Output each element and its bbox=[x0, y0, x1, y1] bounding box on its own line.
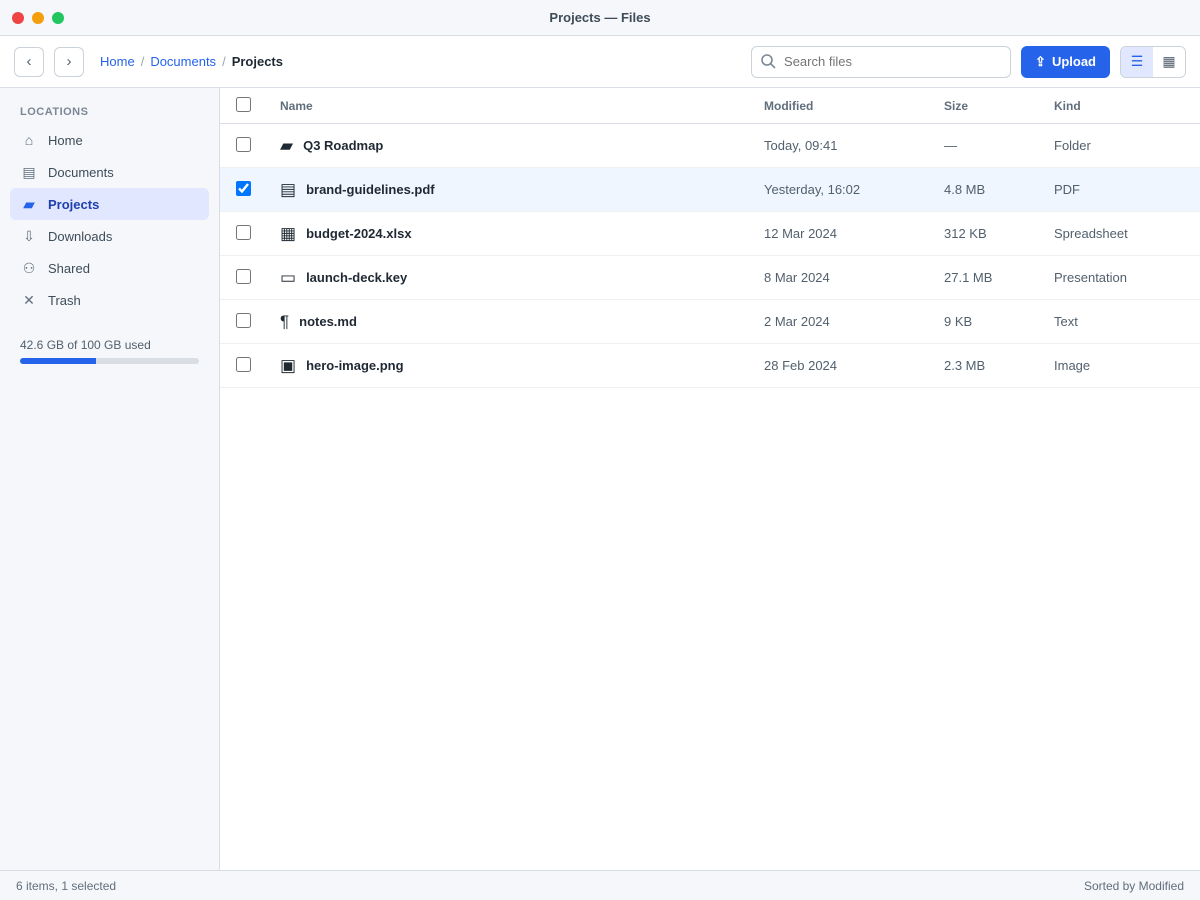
file-kind: PDF bbox=[1054, 182, 1080, 197]
row-name-cell bbox=[280, 312, 764, 332]
sidebar-item-shared[interactable] bbox=[10, 252, 209, 284]
row-select-cell bbox=[236, 181, 280, 199]
file-size: 312 KB bbox=[944, 226, 987, 241]
file-size: 27.1 MB bbox=[944, 270, 993, 285]
sidebar-item-label: Home bbox=[48, 132, 83, 148]
sidebar-item-label: Documents bbox=[48, 164, 114, 180]
file-modified: 8 Mar 2024 bbox=[764, 270, 830, 285]
row-checkbox[interactable] bbox=[236, 181, 251, 196]
search-box bbox=[751, 46, 1011, 78]
column-header-kind[interactable]: Kind bbox=[1054, 98, 1081, 113]
file-size: 2.3 MB bbox=[944, 358, 986, 373]
file-modified: Today, 09:41 bbox=[764, 138, 838, 153]
status-sort: Sorted by Modified bbox=[1083, 878, 1184, 893]
table-row[interactable] bbox=[220, 256, 1200, 300]
row-select-cell bbox=[236, 313, 280, 331]
forward-button[interactable]: › bbox=[54, 47, 84, 77]
file-icon: ¶ bbox=[280, 311, 290, 331]
storage-label: 42.6 GB of 100 GB used bbox=[20, 338, 151, 352]
breadcrumb-separator: / bbox=[222, 54, 226, 69]
table-row[interactable] bbox=[220, 300, 1200, 344]
row-select-cell bbox=[236, 357, 280, 375]
sidebar-item-documents[interactable] bbox=[10, 156, 209, 188]
download-icon: ⇩ bbox=[23, 227, 35, 244]
minimize-window-button[interactable] bbox=[32, 12, 44, 24]
content-area bbox=[0, 88, 1200, 870]
status-bar bbox=[0, 870, 1200, 900]
breadcrumb bbox=[100, 54, 283, 69]
column-header-size[interactable]: Size bbox=[944, 98, 969, 113]
file-modified: 12 Mar 2024 bbox=[764, 226, 837, 241]
table-row[interactable] bbox=[220, 124, 1200, 168]
sidebar bbox=[0, 88, 220, 870]
view-toggle bbox=[1120, 46, 1186, 78]
column-header-modified[interactable]: Modified bbox=[764, 98, 814, 113]
title-bar bbox=[0, 0, 1200, 36]
select-all-cell bbox=[236, 97, 280, 115]
row-checkbox[interactable] bbox=[236, 269, 251, 284]
file-kind: Folder bbox=[1054, 138, 1091, 153]
row-checkbox[interactable] bbox=[236, 137, 251, 152]
row-checkbox[interactable] bbox=[236, 313, 251, 328]
search-icon bbox=[760, 53, 776, 69]
sidebar-item-label: Trash bbox=[48, 292, 81, 308]
column-header-name[interactable]: Name bbox=[280, 98, 313, 113]
search-input[interactable] bbox=[751, 46, 1011, 78]
file-kind: Spreadsheet bbox=[1054, 226, 1128, 241]
file-modified: 28 Feb 2024 bbox=[764, 358, 838, 373]
trash-icon: ✕ bbox=[23, 291, 35, 308]
file-name: brand-guidelines.pdf bbox=[306, 182, 435, 197]
file-name: Q3 Roadmap bbox=[303, 138, 384, 153]
row-name-cell bbox=[280, 224, 764, 244]
storage-fill bbox=[20, 358, 96, 364]
row-name-cell bbox=[280, 180, 764, 200]
file-modified: 2 Mar 2024 bbox=[764, 314, 830, 329]
sidebar-item-label: Shared bbox=[48, 260, 90, 276]
breadcrumb-documents[interactable]: Documents bbox=[150, 54, 217, 69]
file-name: budget-2024.xlsx bbox=[306, 226, 412, 241]
breadcrumb-separator: / bbox=[140, 54, 145, 69]
file-icon: ▦ bbox=[280, 223, 297, 243]
window-controls bbox=[12, 12, 92, 24]
table-body bbox=[220, 124, 1200, 870]
upload-label: Upload bbox=[1051, 54, 1096, 69]
people-icon: ⚇ bbox=[22, 259, 36, 276]
folder-icon: ▰ bbox=[280, 135, 294, 155]
table-row[interactable] bbox=[220, 344, 1200, 388]
grid-view-button[interactable]: ▦ bbox=[1153, 47, 1185, 77]
row-checkbox[interactable] bbox=[236, 225, 251, 240]
file-size: — bbox=[944, 138, 957, 153]
row-name-cell bbox=[280, 268, 764, 288]
storage-meter bbox=[20, 338, 199, 364]
row-select-cell bbox=[236, 137, 280, 155]
table-row[interactable] bbox=[220, 168, 1200, 212]
maximize-window-button[interactable] bbox=[52, 12, 64, 24]
storage-bar bbox=[20, 358, 199, 364]
file-list bbox=[220, 88, 1200, 870]
row-name-cell bbox=[280, 136, 764, 156]
row-name-cell bbox=[280, 356, 764, 376]
sidebar-list bbox=[10, 124, 209, 316]
select-all-checkbox[interactable] bbox=[236, 97, 251, 112]
file-icon: ▤ bbox=[280, 179, 297, 199]
status-summary: 6 items, 1 selected bbox=[16, 878, 117, 893]
sidebar-item-trash[interactable] bbox=[10, 284, 209, 316]
row-checkbox[interactable] bbox=[236, 357, 251, 372]
file-icon: ▣ bbox=[280, 355, 297, 375]
home-icon: ⌂ bbox=[24, 132, 34, 148]
back-button[interactable]: ‹ bbox=[14, 47, 44, 77]
file-size: 4.8 MB bbox=[944, 182, 986, 197]
file-name: launch-deck.key bbox=[306, 270, 408, 285]
table-header bbox=[220, 88, 1200, 124]
file-size: 9 KB bbox=[944, 314, 973, 329]
breadcrumb-current: Projects bbox=[231, 54, 283, 69]
sidebar-heading: LOCATIONS bbox=[20, 106, 89, 118]
sidebar-item-label: Downloads bbox=[48, 228, 113, 244]
file-name: hero-image.png bbox=[306, 358, 404, 373]
file-kind: Text bbox=[1054, 314, 1078, 329]
file-name: notes.md bbox=[299, 314, 357, 329]
breadcrumb-home[interactable]: Home bbox=[100, 54, 135, 69]
list-view-button[interactable]: ☰ bbox=[1121, 47, 1153, 77]
sidebar-item-projects[interactable] bbox=[10, 188, 209, 220]
upload-button[interactable] bbox=[1021, 46, 1110, 78]
sidebar-item-home[interactable] bbox=[10, 124, 209, 156]
table-row[interactable] bbox=[220, 212, 1200, 256]
file-kind: Presentation bbox=[1054, 270, 1127, 285]
close-window-button[interactable] bbox=[12, 12, 24, 24]
document-icon: ▤ bbox=[22, 163, 36, 180]
sidebar-item-label: Projects bbox=[48, 196, 100, 212]
sidebar-item-downloads[interactable] bbox=[10, 220, 209, 252]
upload-icon: ⇪ bbox=[1035, 53, 1046, 69]
toolbar bbox=[0, 36, 1200, 88]
file-icon: ▭ bbox=[280, 267, 297, 287]
file-kind: Image bbox=[1054, 358, 1091, 373]
row-select-cell bbox=[236, 269, 280, 287]
row-select-cell bbox=[236, 225, 280, 243]
folder-icon: ▰ bbox=[23, 195, 35, 212]
file-modified: Yesterday, 16:02 bbox=[764, 182, 861, 197]
window-title: Projects — Files bbox=[549, 10, 651, 25]
